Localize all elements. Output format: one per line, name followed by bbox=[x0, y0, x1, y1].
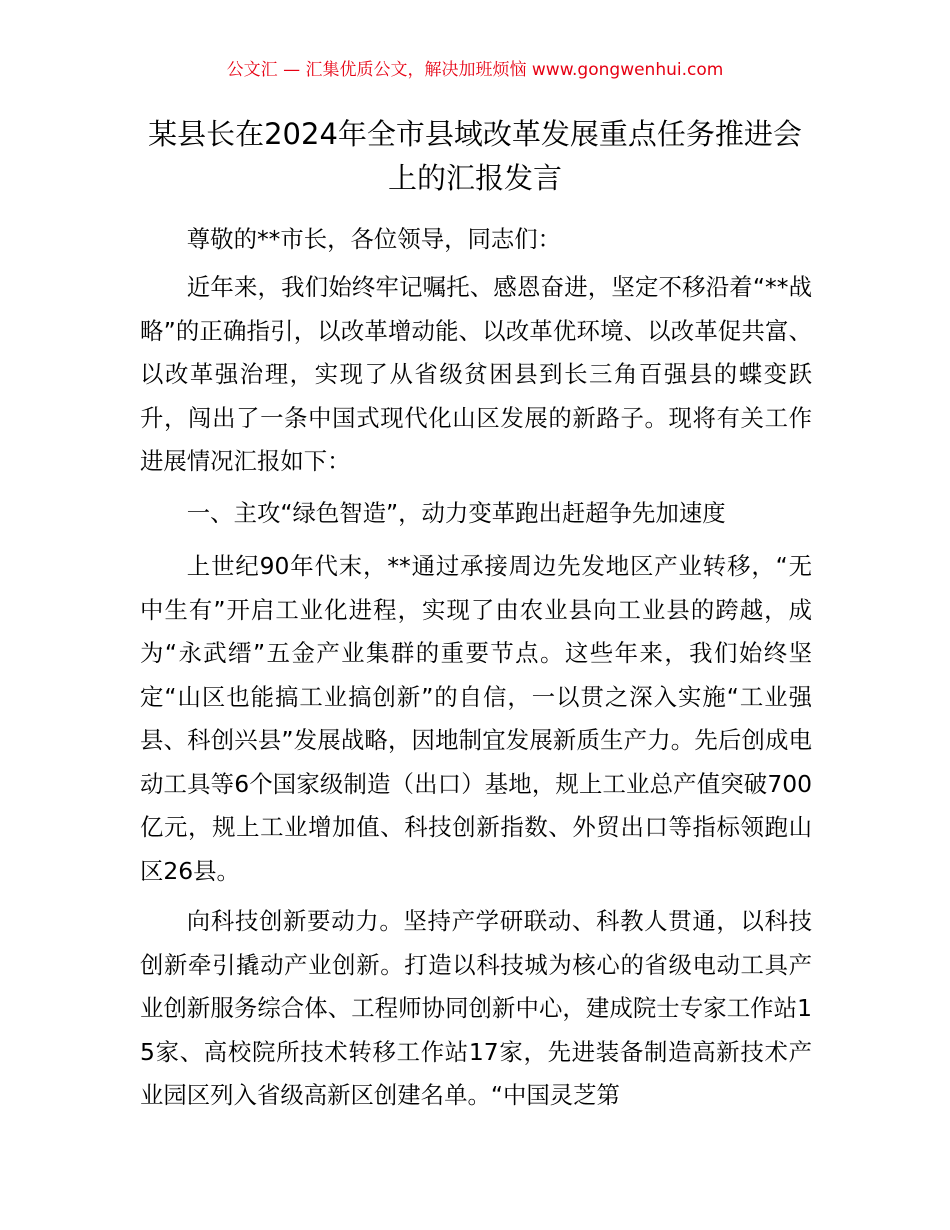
section-paragraph-block-2 bbox=[140, 900, 812, 1118]
watermark-header: 公文汇 — 汇集优质公文，解决加班烦恼 www.gongwenhui.com bbox=[226, 60, 724, 80]
document-title: 某县长在2024年全市县域改革发展重点任务推进会上的汇报发言 bbox=[148, 117, 802, 195]
section-heading: 一、主攻“绿色智造”，动力变革跑出赶超争先加速度 bbox=[186, 499, 726, 527]
section-paragraph: 上世纪90年代末，**通过承接周边先发地区产业转移，“无中生有”开启工业化进程，实现了由农业县向工业县的跨越，成为“永武缙”五金产业集群的重要节点。这些年来，我们始终坚定“山区也能搞工业搞创新”的自信，一以贯之深入实施“工业强县、科创兴县”发展战略，因地制宜发展新质生产力。先后创成电动工具等6个国家级制造（出口）基地，规上工业总产值突破700亿元，规上工业增加值、科技创新指数、外贸出口等指标领跑山区26县。 bbox=[140, 552, 812, 885]
intro-block bbox=[140, 266, 812, 484]
section-paragraph: 向科技创新要动力。坚持产学研联动、科教人贯通，以科技创新牵引撬动产业创新。打造以科技城为核心的省级电动工具产业创新服务综合体、工程师协同创新中心，建成院士专家工作站15家、高校院所技术转移工作站17家，先进装备制造高新技术产业园区列入省级高新区创建名单。“中国灵芝第 bbox=[140, 907, 812, 1109]
section-heading-block bbox=[140, 492, 812, 536]
section-paragraph-block-1 bbox=[140, 545, 812, 893]
salutation-block bbox=[140, 218, 812, 262]
salutation: 尊敬的**市长，各位领导，同志们： bbox=[186, 225, 562, 253]
intro-paragraph: 近年来，我们始终牢记嘱托、感恩奋进，坚定不移沿着“**战略”的正确指引，以改革增动能、以改革优环境、以改革促共富、以改革强治理，实现了从省级贫困县到长三角百强县的蝶变跃升，闯出了一条中国式现代化山区发展的新路子。现将有关工作进展情况汇报如下： bbox=[140, 273, 812, 475]
